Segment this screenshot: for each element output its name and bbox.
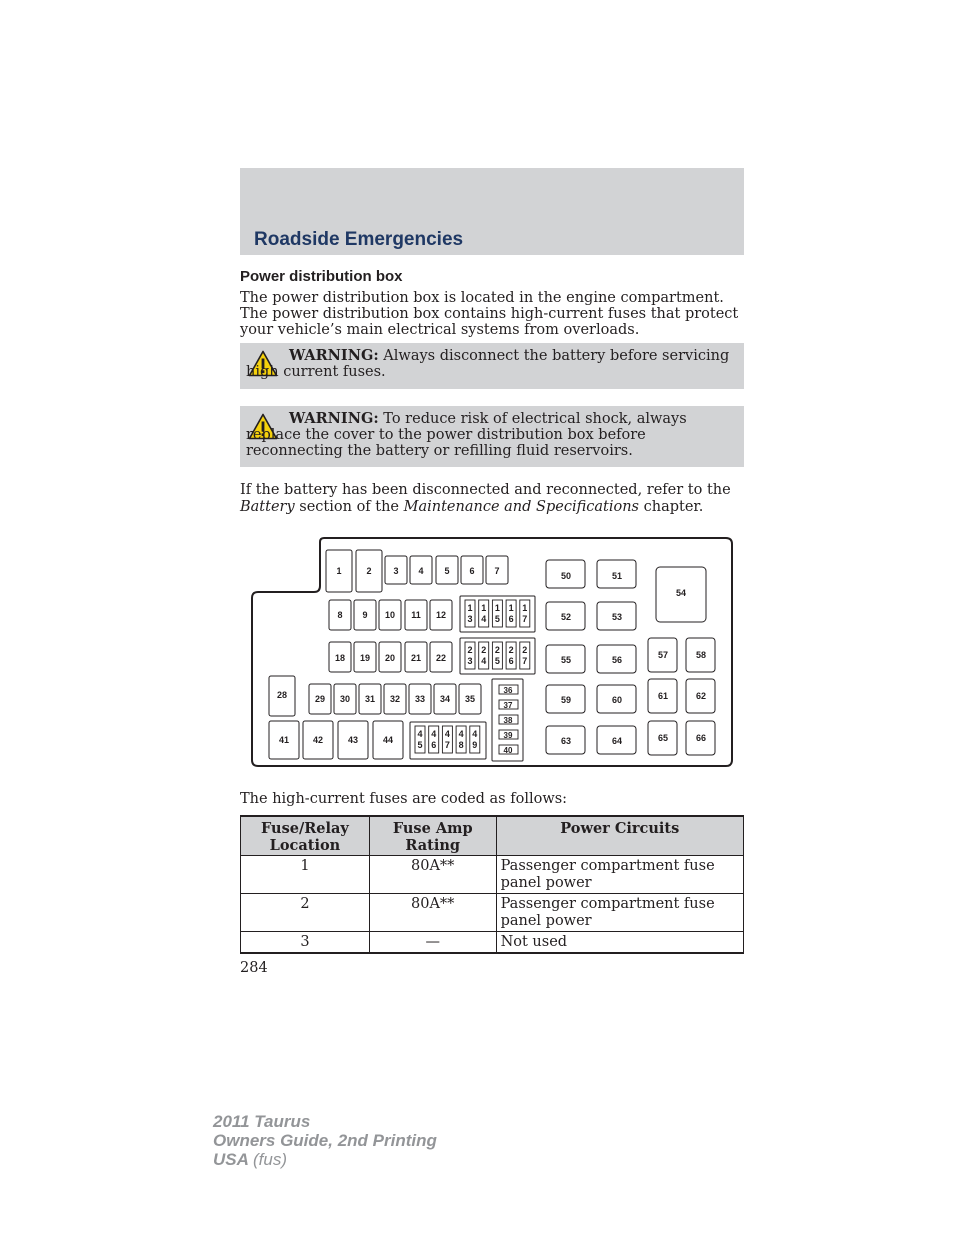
cell-rating: — (369, 932, 496, 954)
fuse-label-46: 4 6 (431, 729, 437, 750)
fuse-label-17: 1 7 (522, 603, 528, 624)
battery-reference: Battery (240, 499, 295, 515)
cell-location: 3 (241, 932, 370, 954)
table-row (241, 856, 744, 894)
fuse-label-22: 22 (435, 653, 447, 663)
fuse-label-32: 32 (389, 694, 401, 704)
fuse-label-11: 11 (411, 610, 421, 620)
intro-paragraph: The power distribution box is located in the engine compartment. The power distribution box contains high-current fuses that protect your vehicle’s main electrical systems from overloads. (240, 290, 739, 338)
fuse-label-10: 10 (384, 610, 396, 620)
fuse-label-19: 19 (359, 653, 371, 663)
warning-box-2 (240, 406, 744, 467)
footer-line-2: Owners Guide, 2nd Printing (213, 1131, 437, 1150)
relay-label-50: 50 (560, 571, 572, 581)
warning-body: Always disconnect the battery before servicing high current fuses. (246, 348, 730, 380)
column-header-power-circuits: Power Circuits (496, 816, 743, 856)
fuse-label-20: 20 (384, 653, 396, 663)
fuse-label-29: 29 (314, 694, 326, 704)
fuse-label-41: 41 (278, 735, 290, 745)
fuse-label-27: 2 7 (522, 645, 528, 666)
fuse-label-33: 33 (414, 694, 426, 704)
fuse-label-8: 8 (337, 610, 343, 620)
relay-label-55: 55 (560, 655, 572, 665)
warning-text-2 (246, 411, 736, 459)
relay-label-53: 53 (611, 612, 623, 622)
footer-region: USA (213, 1150, 249, 1169)
fuse-label-38: 38 (503, 716, 513, 725)
cell-location: 1 (241, 856, 370, 894)
fuse-label-4: 4 (418, 566, 424, 576)
relay-label-61: 61 (657, 691, 669, 701)
warning-label: WARNING: (289, 347, 379, 364)
page-number: 284 (240, 960, 268, 976)
fuse-label-49: 4 9 (472, 729, 478, 750)
subheading: Power distribution box (240, 268, 403, 285)
fuse-label-34: 34 (439, 694, 451, 704)
warning-body: To reduce risk of electrical shock, always replace the cover to the power distribution box before reconnecting the battery or refilling fluid reservoirs. (246, 411, 687, 459)
fuse-label-39: 39 (503, 731, 513, 740)
relay-label-56: 56 (611, 655, 623, 665)
fuse-label-30: 30 (339, 694, 351, 704)
fuse-label-12: 12 (435, 610, 447, 620)
relay-label-54: 54 (675, 588, 687, 598)
relay-label-63: 63 (560, 736, 572, 746)
relay-label-59: 59 (560, 695, 572, 705)
relay-label-66: 66 (695, 733, 707, 743)
fuse-label-16: 1 6 (508, 603, 514, 624)
relay-label-52: 52 (560, 612, 572, 622)
relay-label-60: 60 (611, 695, 623, 705)
fuse-label-40: 40 (503, 746, 513, 755)
fuse-label-6: 6 (469, 566, 475, 576)
fuse-label-21: 21 (410, 653, 422, 663)
fuse-label-2: 2 (366, 566, 372, 576)
battery-note-text: chapter. (643, 499, 704, 515)
fuse-label-23: 2 3 (467, 645, 473, 666)
fuse-label-7: 7 (494, 566, 500, 576)
fuse-label-36: 36 (503, 686, 513, 695)
fuse-label-44: 44 (382, 735, 394, 745)
section-title: Roadside Emergencies (254, 229, 464, 250)
cell-circuit: Passenger compartment fuse panel power (496, 894, 743, 932)
fuse-label-47: 4 7 (444, 729, 450, 750)
table-row (241, 894, 744, 932)
fuse-label-42: 42 (312, 735, 324, 745)
relay-label-51: 51 (611, 571, 623, 581)
fuse-label-43: 43 (347, 735, 359, 745)
chapter-reference: Maintenance and Specifications (403, 499, 639, 515)
footer-line-3 (213, 1150, 437, 1169)
relay-label-64: 64 (611, 736, 623, 746)
relay-label-65: 65 (657, 733, 669, 743)
fuse-label-18: 18 (334, 653, 346, 663)
cell-rating: 80A** (369, 894, 496, 932)
fuse-label-3: 3 (393, 566, 399, 576)
table-header-row (241, 816, 744, 856)
fuse-label-37: 37 (503, 701, 513, 710)
footer-region-code: (fus) (253, 1150, 287, 1169)
battery-note-text: section of the (299, 499, 400, 515)
fuse-label-1: 1 (336, 566, 342, 576)
fuse-label-28: 28 (276, 690, 288, 700)
document-footer (213, 1112, 437, 1169)
fuse-label-48: 4 8 (458, 729, 464, 750)
warning-box-1 (240, 343, 744, 389)
table-intro: The high-current fuses are coded as follows: (240, 791, 568, 807)
fuse-label-45: 4 5 (417, 729, 423, 750)
fuse-label-24: 2 4 (481, 645, 487, 666)
table-row (241, 932, 744, 954)
column-header-amp-rating: Fuse Amp Rating (369, 816, 496, 856)
fuse-label-31: 31 (364, 694, 376, 704)
fuse-label-15: 1 5 (494, 603, 500, 624)
warning-text-1 (246, 348, 736, 380)
relay-label-58: 58 (695, 650, 707, 660)
footer-line-1: 2011 Taurus (213, 1112, 311, 1131)
fuse-label-35: 35 (464, 694, 476, 704)
relay-label-57: 57 (657, 650, 669, 660)
cell-circuit: Not used (496, 932, 743, 954)
warning-label: WARNING: (289, 410, 379, 427)
cell-rating: 80A** (369, 856, 496, 894)
relay-label-62: 62 (695, 691, 707, 701)
cell-location: 2 (241, 894, 370, 932)
fuse-label-26: 2 6 (508, 645, 514, 666)
fuse-label-14: 1 4 (481, 603, 487, 624)
fuse-label-25: 2 5 (494, 645, 500, 666)
fuse-label-5: 5 (444, 566, 450, 576)
battery-note-text: If the battery has been disconnected and reconnected, refer to the (240, 482, 731, 498)
power-distribution-box-diagram (250, 536, 734, 770)
battery-note (240, 482, 744, 516)
cell-circuit: Passenger compartment fuse panel power (496, 856, 743, 894)
fuse-label-13: 1 3 (467, 603, 473, 624)
fuse-label-9: 9 (362, 610, 368, 620)
high-current-fuse-table (240, 815, 744, 954)
column-header-location: Fuse/Relay Location (241, 816, 370, 856)
